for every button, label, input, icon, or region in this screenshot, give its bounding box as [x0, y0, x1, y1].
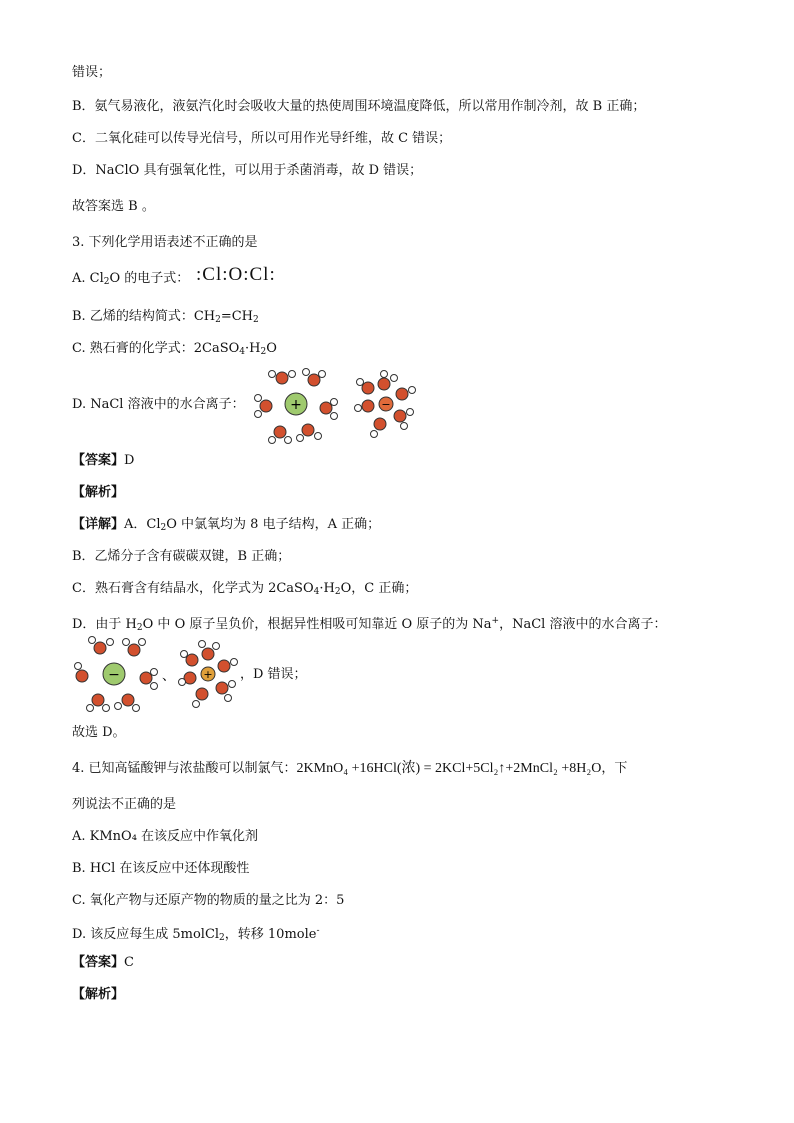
text-line: B．氨气易液化，液氨汽化时会吸收大量的热使周围环境温度降低，所以常用作制冷剂，故 B 正确； — [72, 99, 646, 114]
detail-tag: 【详解】 — [72, 517, 125, 532]
question-3-title: 3. 下列化学用语表述不正确的是 — [72, 235, 258, 250]
subscript: 2 — [215, 315, 221, 325]
answer-4 — [72, 954, 134, 972]
svg-text:+: + — [203, 668, 213, 681]
conclusion-3: 故选 D。 — [72, 725, 126, 740]
option-text: ，转移 10mole — [224, 927, 317, 942]
detail-b: B．乙烯分子含有碳碳双键，B 正确； — [72, 549, 291, 564]
option-4a: A. KMnO₄ 在该反应中作氧化剂 — [72, 829, 259, 844]
detail-a — [72, 516, 380, 537]
subscript: 2 — [253, 315, 259, 325]
option-3b — [72, 308, 259, 329]
subscript: 4 — [239, 347, 246, 357]
question-4-title — [72, 760, 627, 778]
detail-c — [72, 580, 417, 601]
option-3c — [72, 340, 277, 361]
detail-d — [72, 612, 666, 637]
option-4d — [72, 922, 320, 947]
answer-value: D — [124, 453, 135, 468]
question-4-line2: 列说法不正确的是 — [72, 797, 177, 812]
question-text: ，下 — [601, 761, 628, 776]
svg-text:+: + — [290, 397, 302, 413]
option-3a — [72, 270, 189, 291]
subscript: 2 — [103, 277, 110, 287]
option-3d: D. NaCl 溶液中的水合离子： — [72, 397, 245, 412]
subscript: 2 — [136, 623, 143, 633]
text-line: C．二氧化硅可以传导光信号，所以可用作光导纤维，故 C 错误； — [72, 131, 452, 146]
hydrated-cation-icon — [179, 641, 238, 708]
answer-tag: 【答案】 — [72, 453, 125, 468]
hydrated-ions-option-d — [250, 368, 670, 448]
option-text: C. 熟石膏的化学式：2CaSO — [72, 341, 240, 356]
superscript: + — [491, 616, 500, 626]
hydrated-anion-icon — [75, 637, 158, 712]
option-text: O 的电子式： — [109, 271, 190, 286]
option-text: A. Cl — [72, 271, 104, 286]
option-text: ·H — [245, 341, 261, 356]
text-line: 故答案选 B 。 — [72, 199, 155, 214]
detail-text: D．由于 H — [72, 617, 137, 632]
answer-tag: 【答案】 — [72, 955, 125, 970]
subscript: 2 — [160, 523, 167, 533]
svg-text:−: − — [381, 398, 391, 411]
detail-d-end: ，D 错误； — [240, 667, 307, 682]
text-line: 错误； — [72, 65, 112, 80]
superscript: - — [316, 926, 320, 936]
option-text: B. 乙烯的结构简式：CH — [72, 309, 216, 324]
analysis-heading: 【解析】 — [72, 485, 125, 500]
hydrated-cation-icon — [255, 369, 338, 444]
detail-text: ·H — [319, 581, 335, 596]
analysis-heading: 【解析】 — [72, 987, 125, 1002]
detail-text: A．Cl — [124, 517, 161, 532]
detail-text: O，C 正确； — [340, 581, 418, 596]
text-line: D．NaClO 具有强氧化性，可以用于杀菌消毒，故 D 错误； — [72, 163, 423, 178]
separator: 、 — [162, 669, 176, 684]
subscript: 4 — [313, 587, 320, 597]
svg-text:−: − — [108, 667, 120, 683]
detail-text: O 中氯氧均为 8 电子结构，A 正确； — [166, 517, 381, 532]
detail-text: O 中 O 原子呈负价，根据异性相吸可知靠近 O 原子的为 Na — [142, 617, 492, 632]
option-text: O — [266, 341, 277, 356]
answer-3 — [72, 452, 134, 470]
detail-text: C．熟石膏含有结晶水，化学式为 2CaSO — [72, 581, 314, 596]
detail-text: ，NaCl 溶液中的水合离子： — [499, 617, 667, 632]
option-4b: B. HCl 在该反应中还体现酸性 — [72, 861, 250, 876]
subscript: 2 — [334, 587, 341, 597]
hydrated-anion-icon — [355, 371, 416, 438]
subscript: 2 — [219, 933, 225, 943]
option-text: D. 该反应每生成 5molCl — [72, 927, 220, 942]
option-4c: C. 氧化产物与还原产物的物质的量之比为 2：5 — [72, 893, 345, 908]
option-text: =CH — [220, 309, 254, 324]
subscript: 2 — [260, 347, 267, 357]
reaction-equation: 2KMnO₄ +16HCl(浓) = 2KCl+5Cl₂↑+2MnCl₂ +8H₂O — [296, 761, 602, 776]
electron-formula: :Cl:O:Cl: — [196, 264, 276, 285]
answer-value: C — [124, 955, 134, 970]
question-text: 4. 已知高锰酸钾与浓盐酸可以制氯气： — [72, 761, 297, 776]
